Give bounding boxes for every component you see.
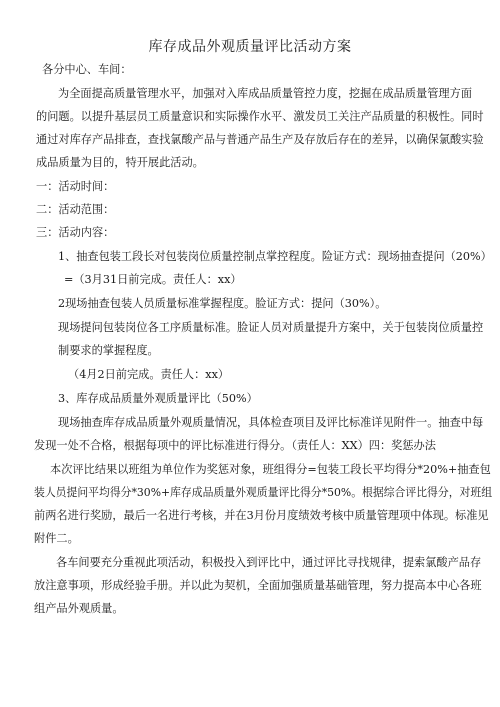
salutation: 各分中心、车间：	[42, 63, 132, 76]
item-3-line-1: 3、库存成品质量外观质量评比（50%）	[58, 392, 258, 405]
section-heading-scope: 二：活动范围：	[36, 203, 115, 216]
intro-line-2: 的问题。以提升基层员工质量意识和实际操作水平、激发员工关注产品质量的积极性。同时	[36, 110, 484, 123]
item-1-line-1: 1、抽查包装工段长对包装岗位质量控制点掌控程度。险证方式：现场抽查提问（20%）	[58, 250, 492, 263]
document-title: 库存成品外观质量评比活动方案	[148, 39, 352, 55]
reward-line-1: 本次评比结果以班组为单位作为奖惩对象，班组得分=包装工段长平均得分*20%+抽查包	[50, 463, 491, 476]
reward-line-2: 装人员提问平均得分*30%+库存成品质量外观质量评比得分*50%。根据综合评比得分，对班组	[34, 486, 493, 499]
reward-line-4: 附件二。	[34, 532, 79, 545]
intro-line-1: 为全面提高质量管理水平，加强对入库成品质量管控力度，挖掘在成品质量管理方面	[58, 87, 472, 100]
item-2-line-4: （4月2日前完成。责任人：xx）	[68, 368, 230, 381]
reward-line-3: 前两名进行奖励，最后一名进行考核，并在3月份月度绩效考核中质量管理项中体现。标准见	[34, 509, 489, 522]
item-2-line-2: 现场提问包装岗位各工序质量标准。脸证人员对质量提升方案中，关于包装岗位质量控	[58, 321, 484, 334]
section-heading-time: 一：活动时间：	[36, 180, 115, 193]
item-1-line-2: =（3月31日前完成。责任人：xx）	[64, 273, 242, 286]
section-heading-content: 三：活动内容：	[36, 226, 115, 239]
item-3-line-2: 现场抽查库存成品质量外观质量情况，具体检查项目及评比标准详见附件一。抽查中每	[58, 416, 484, 429]
intro-line-3: 通过对库存产品排查，查找氯酸产品与普通产品生产及存放后存在的差异，以确保氯酸实验	[36, 133, 484, 146]
intro-line-4: 成品质量为目的，特开展此活动。	[36, 156, 204, 169]
item-2-line-1: 2现场抽查包装人员质量标准掌握程度。脸证方式：提问（30%）。	[58, 297, 387, 310]
closing-line-3: 组产品外观质量。	[34, 602, 124, 615]
item-2-line-3: 制要求的掌握程度。	[58, 344, 159, 357]
item-3-line-3: 发现一处不合格，根据每项中的评比标准进行得分。（责任人：XX）四：奖惩办法	[34, 439, 436, 452]
closing-line-1: 各车间要充分重视此项活动，积极投入到评比中，通过评比寻找规律，提索氯酸产品存	[56, 556, 482, 569]
closing-line-2: 放注意事项，形成经验手册。并以此为契机，全面加强质量基础管理，努力提高本中心各班	[34, 579, 482, 592]
